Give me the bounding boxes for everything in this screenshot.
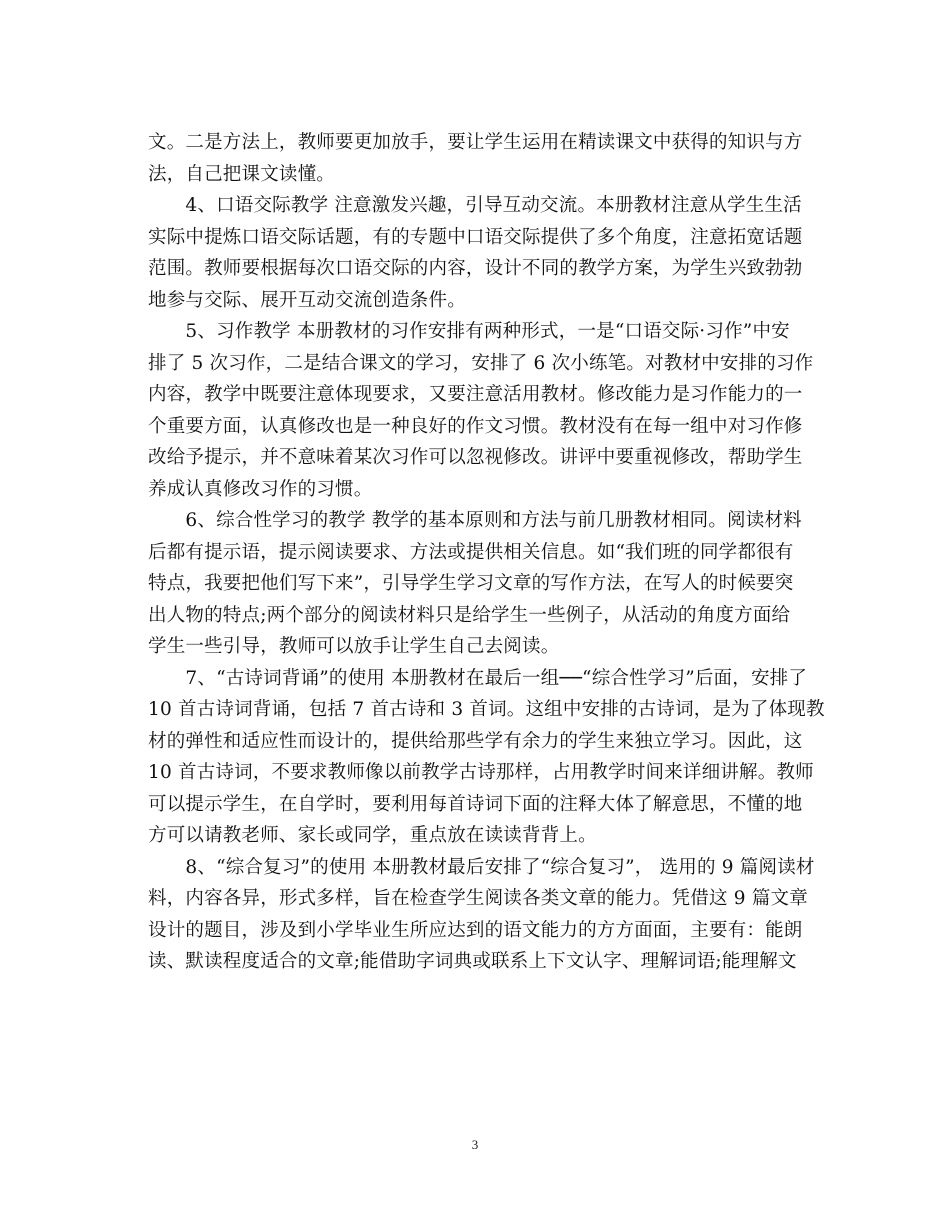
text-line: 学生一些引导，教师可以放手让学生自己去阅读。 [148,636,560,657]
text-line: 范围。教师要根据每次口语交际的内容，设计不同的教学方案，为学生兴致勃勃 [148,258,803,279]
text-line: 6、综合性学习的教学 教学的基本原则和方法与前几册教材相同。阅读材料 [148,510,802,531]
text-line: 文。二是方法上，教师要更加放手，要让学生运用在精读课文中获得的知识与方 [148,132,803,153]
text-line: 地参与交际、展开互动交流创造条件。 [148,289,466,311]
text-line: 5、习作教学 本册教材的习作安排有两种形式，一是“口语交际·习作”中安 [148,321,790,342]
text-line: 设计的题目，涉及到小学毕业生所应达到的语文能力的方方面面，主要有：能朗 [148,919,803,941]
text-line: 排了 5 次习作，二是结合课文的学习，安排了 6 次小练笔。对教材中安排的习作 [148,352,814,374]
text-line: 个重要方面，认真修改也是一种良好的作文习惯。教材没有在每一组中对习作修 [148,415,803,437]
text-line: 方可以请教老师、家长或同学，重点放在读读背背上。 [148,825,597,846]
text-line: 实际中提炼口语交际话题，有的专题中口语交际提供了多个角度，注意拓宽话题 [148,226,803,248]
text-line: 内容，教学中既要注意体现要求，又要注意活用教材。修改能力是习作能力的一 [148,384,803,405]
text-line: 特点，我要把他们写下来”，引导学生学习文章的写作方法，在写人的时候要突 [148,573,794,594]
page-number: 3 [471,1137,479,1152]
text-line: 养成认真修改习作的习惯。 [148,478,373,500]
text-line: 7、“古诗词背诵”的使用 本册教材在最后一组──“综合性学习”后面，安排了 [148,667,808,689]
text-line: 读、默读程度适合的文章;能借助字词典或联系上下文认字、理解词语;能理解文 [148,951,797,972]
text-line: 可以提示学生，在自学时，要利用每首诗词下面的注释大体了解意思，不懂的地 [148,793,803,815]
text-line: 料，内容各异，形式多样，旨在检查学生阅读各类文章的能力。凭借这 9 篇文章 [148,888,808,909]
text-line: 10 首古诗词，不要求教师像以前教学古诗那样，占用教学时间来详细讲解。教师 [148,762,814,783]
body-text [148,127,825,978]
text-line: 改给予提示，并不意味着某次习作可以忽视修改。讲评中要重视修改，帮助学生 [148,447,803,468]
text-line: 10 首古诗词背诵，包括 7 首古诗和 3 首词。这组中安排的古诗词，是为了体现教 [148,699,825,720]
text-line: 法，自己把课文读懂。 [148,163,336,185]
text-line: 4、口语交际教学 注意激发兴趣，引导互动交流。本册教材注意从学生生活 [148,195,802,216]
text-line: 8、“综合复习”的使用 本册教材最后安排了“综合复习”， 选用的 9 篇阅读材 [148,856,815,878]
text-line: 出人物的特点;两个部分的阅读材料只是给学生一些例子，从活动的角度方面给 [148,604,791,626]
text-line: 材的弹性和适应性而设计的，提供给那些学有余力的学生来独立学习。因此，这 [148,730,803,752]
text-line: 后都有提示语，提示阅读要求、方法或提供相关信息。如“我们班的同学都很有 [148,541,794,563]
